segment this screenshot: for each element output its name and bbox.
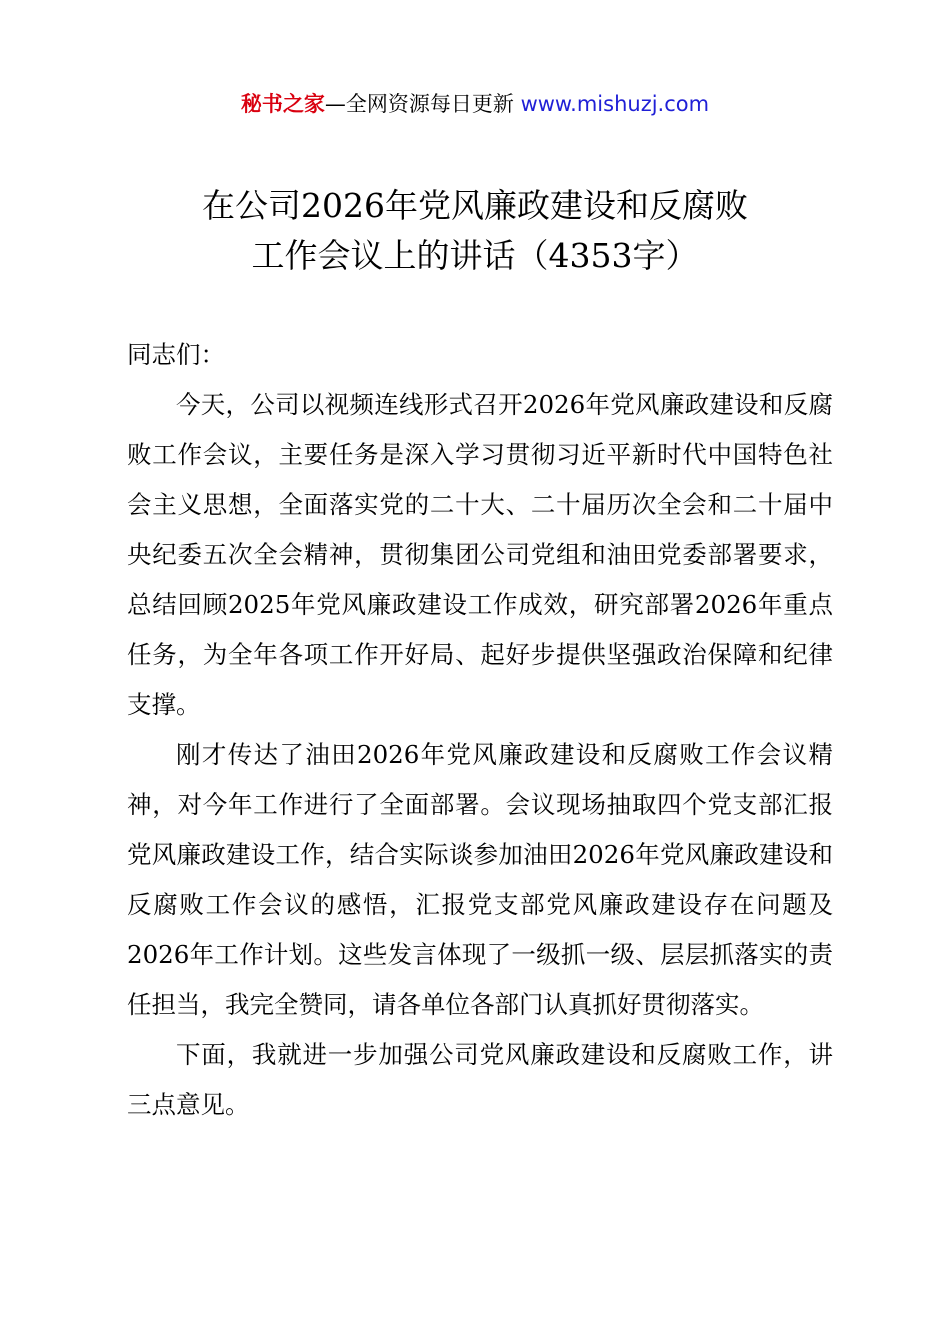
site-tagline: —全网资源每日更新 [324, 92, 521, 116]
paragraph-1: 今天，公司以视频连线形式召开2026年党风廉政建设和反腐败工作会议，主要任务是深入学习贯彻习近平新时代中国特色社会主义思想，全面落实党的二十大、二十届历次全会和二十届中央纪委五次全会精神，贯彻集团公司党组和油田党委部署要求，总结回顾2025年党风廉政建设工作成效，研究部署2026年重点任务，为全年各项工作开好局、起好步提供坚强政治保障和纪律支撑。 [127, 390, 833, 719]
title-line-1: 在公司2026年党风廉政建设和反腐败 [202, 186, 748, 225]
salutation: 同志们： [127, 340, 225, 369]
site-header [0, 88, 950, 120]
title-line-2: 工作会议上的讲话（4353字） [251, 236, 699, 275]
document-title [0, 181, 950, 281]
document-body [127, 330, 833, 1130]
paragraph-3: 下面，我就进一步加强公司党风廉政建设和反腐败工作，讲三点意见。 [127, 1040, 833, 1119]
paragraph-2: 刚才传达了油田2026年党风廉政建设和反腐败工作会议精神，对今年工作进行了全面部署。会议现场抽取四个党支部汇报党风廉政建设工作，结合实际谈参加油田2026年党风廉政建设和反腐败工作会议的感悟，汇报党支部党风廉政建设存在问题及2026年工作计划。这些发言体现了一级抓一级、层层抓落实的责任担当，我完全赞同，请各单位各部门认真抓好贯彻落实。 [127, 740, 833, 1019]
site-brand: 秘书之家 [240, 92, 325, 116]
site-url-link[interactable]: www.mishuzj.com [520, 92, 710, 116]
